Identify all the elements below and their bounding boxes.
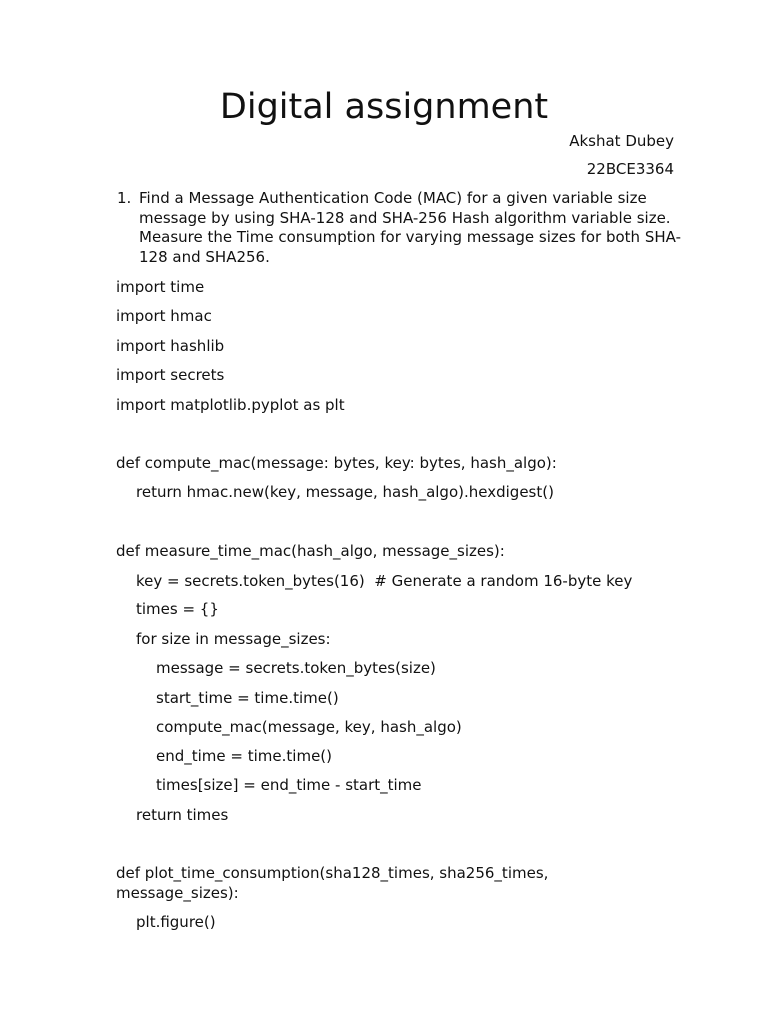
code-for-loop: for size in message_sizes: <box>136 630 331 648</box>
code-message-line: message = secrets.token_bytes(size) <box>156 659 436 677</box>
code-plt-figure: plt.figure() <box>136 913 216 931</box>
document-title: Digital assignment <box>219 87 549 127</box>
code-import-hashlib: import hashlib <box>116 337 225 355</box>
question-number: 1. <box>117 189 132 207</box>
code-def-compute-mac: def compute_mac(message: bytes, key: bytes, hash_algo): <box>116 454 557 472</box>
code-import-time: import time <box>116 278 205 296</box>
code-import-hmac: import hmac <box>116 307 212 325</box>
code-times-assign: times[size] = end_time - start_time <box>156 776 422 794</box>
code-def-measure-time-mac: def measure_time_mac(hash_algo, message_sizes): <box>116 542 505 560</box>
code-times-init: times = {} <box>136 600 219 618</box>
code-import-matplotlib: import matplotlib.pyplot as plt <box>116 396 345 414</box>
code-start-time: start_time = time.time() <box>156 689 339 707</box>
code-import-secrets: import secrets <box>116 366 225 384</box>
author-name: Akshat Dubey <box>569 132 674 150</box>
code-return-hmac: return hmac.new(key, message, hash_algo).hexdigest() <box>136 483 554 501</box>
code-compute-call: compute_mac(message, key, hash_algo) <box>156 718 462 736</box>
registration-number: 22BCE3364 <box>586 160 674 178</box>
question-text: Find a Message Authentication Code (MAC) for a given variable size message by using SHA-128 and SHA-256 Hash algorithm variable size. Measure the Time consumption for varying message sizes for both SHA-128 and SHA256. <box>139 189 681 267</box>
code-return-times: return times <box>136 806 229 824</box>
code-end-time: end_time = time.time() <box>156 747 333 765</box>
code-def-plot: def plot_time_consumption(sha128_times, sha256_times, message_sizes): <box>116 864 549 902</box>
code-key-line: key = secrets.token_bytes(16) # Generate a random 16-byte key <box>136 572 633 590</box>
